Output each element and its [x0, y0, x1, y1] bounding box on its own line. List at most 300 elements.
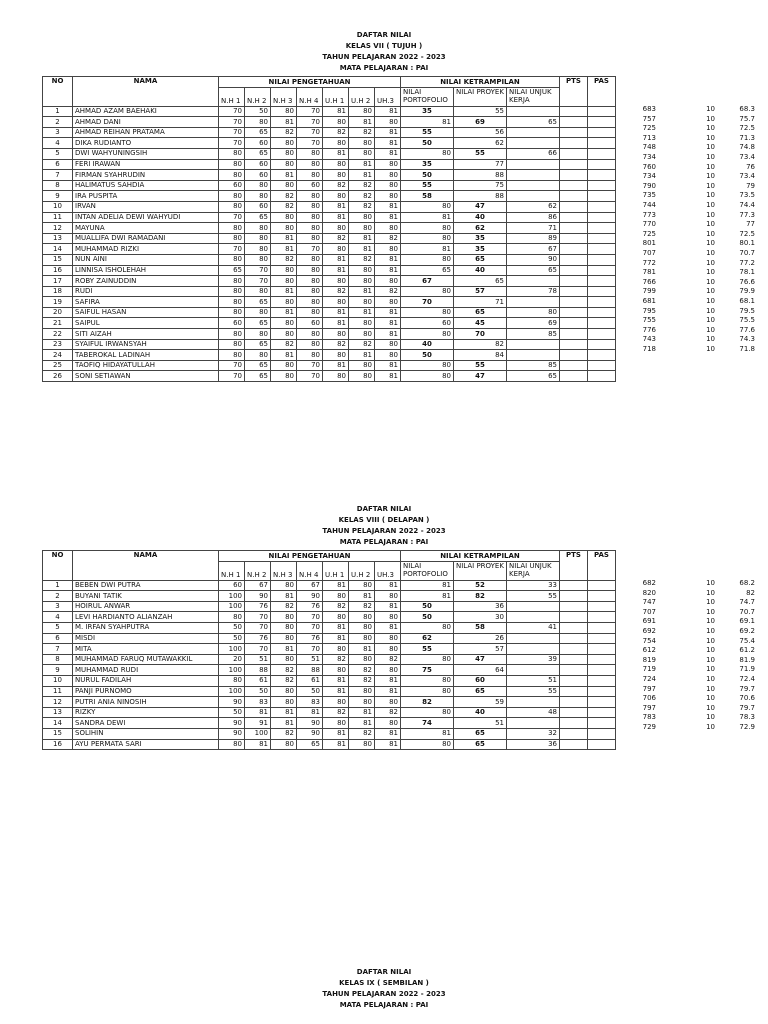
cell-empty [507, 350, 560, 361]
table-row [43, 201, 616, 212]
cell: 70 [245, 276, 271, 287]
cell-pas: 65 [507, 117, 560, 128]
cell: 80 [323, 350, 349, 361]
cell: 80 [219, 612, 245, 623]
cell: 80 [323, 138, 349, 149]
row-average: 82 [746, 588, 755, 597]
cell-no: 7 [43, 170, 73, 181]
row-total: 754 [642, 636, 656, 645]
col-no-header: NO [43, 77, 73, 107]
cell: 80 [271, 739, 297, 750]
row-divisor: 10 [706, 335, 715, 344]
row-divisor: 10 [706, 133, 715, 142]
cell-pas: 86 [507, 212, 560, 223]
title-line: TAHUN PELAJARAN 2022 - 2023 [322, 527, 446, 535]
cell-empty [560, 612, 588, 623]
header-row [43, 77, 616, 88]
cell-empty [560, 318, 588, 329]
table-row [43, 223, 616, 234]
cell: 80 [401, 739, 454, 750]
cell: 80 [219, 233, 245, 244]
col-nh1-header: N.H 1 [219, 87, 245, 106]
cell: 100 [245, 728, 271, 739]
cell-pas: 89 [507, 233, 560, 244]
cell-name: DIKA RUDIANTO [73, 138, 219, 149]
cell-empty [507, 718, 560, 729]
cell-no: 3 [43, 127, 73, 138]
table-row [43, 665, 616, 676]
cell-no: 3 [43, 601, 73, 612]
cell: 90 [297, 591, 323, 602]
cell: 80 [297, 233, 323, 244]
cell-name: AYU PERMATA SARI [73, 739, 219, 750]
row-divisor: 10 [706, 268, 715, 277]
cell: 80 [297, 212, 323, 223]
table-row [43, 318, 616, 329]
cell-pas: 55 [507, 591, 560, 602]
cell-pas: 84 [454, 350, 507, 361]
row-total: 734 [642, 172, 656, 181]
table-row [43, 117, 616, 128]
cell: 80 [323, 159, 349, 170]
cell: 80 [219, 159, 245, 170]
cell-name: NUN AINI [73, 254, 219, 265]
row-total: 744 [642, 201, 656, 209]
cell-empty [588, 686, 616, 697]
cell: 82 [375, 286, 401, 297]
cell: 70 [219, 244, 245, 255]
cell-empty [507, 138, 560, 149]
cell-empty [560, 728, 588, 739]
cell-pts: 70 [401, 297, 454, 308]
table-row [43, 612, 616, 623]
row-total: 819 [642, 655, 656, 664]
cell: 80 [271, 686, 297, 697]
cell: 65 [245, 339, 271, 350]
cell: 81 [349, 644, 375, 655]
cell-name: SAFIRA [73, 297, 219, 308]
cell: 80 [297, 148, 323, 159]
cell-empty [588, 329, 616, 340]
row-divisor: 10 [706, 723, 715, 731]
cell: 80 [349, 622, 375, 633]
header-row [43, 551, 616, 562]
row-divisor: 10 [706, 153, 715, 161]
cell-empty [560, 339, 588, 350]
cell: 80 [401, 654, 454, 665]
cell: 65 [245, 318, 271, 329]
cell: 90 [219, 728, 245, 739]
cell: 80 [323, 244, 349, 255]
table-row [43, 297, 616, 308]
cell: 80 [271, 276, 297, 287]
col-uh3-header: UH.3 [375, 87, 401, 106]
cell-pas: 41 [507, 622, 560, 633]
cell: 70 [297, 138, 323, 149]
cell-name: INTAN ADELIA DEWI WAHYUDI [73, 212, 219, 223]
cell-pts: 57 [454, 286, 507, 297]
cell: 82 [323, 286, 349, 297]
cell: 81 [375, 138, 401, 149]
cell-no: 26 [43, 371, 73, 382]
table-row [43, 697, 616, 708]
cell: 60 [245, 201, 271, 212]
cell: 80 [297, 276, 323, 287]
cell-name: TABEROKAL LADINAH [73, 350, 219, 361]
cell-pts: 65 [454, 686, 507, 697]
cell-empty [588, 148, 616, 159]
cell: 70 [297, 244, 323, 255]
table-row [43, 728, 616, 739]
cell: 80 [219, 739, 245, 750]
cell-name: MAYUNA [73, 223, 219, 234]
cell: 81 [349, 307, 375, 318]
cell-empty [507, 633, 560, 644]
cell: 80 [375, 591, 401, 602]
cell-pas: 82 [454, 339, 507, 350]
cell-empty [507, 601, 560, 612]
cell: 82 [349, 254, 375, 265]
cell-empty [588, 360, 616, 371]
row-total: 729 [642, 723, 656, 731]
cell-name: RIZKY [73, 707, 219, 718]
cell-no: 23 [43, 339, 73, 350]
cell-empty [560, 212, 588, 223]
cell: 82 [271, 601, 297, 612]
cell-pas: 85 [507, 360, 560, 371]
row-divisor: 10 [706, 297, 715, 305]
cell-no: 8 [43, 180, 73, 191]
cell-empty [588, 233, 616, 244]
cell-pas: 69 [507, 318, 560, 329]
cell: 50 [219, 633, 245, 644]
cell: 80 [271, 580, 297, 591]
row-divisor: 10 [706, 181, 715, 190]
cell-name: BUYANI TATIK [73, 591, 219, 602]
cell: 82 [323, 127, 349, 138]
cell: 70 [297, 106, 323, 117]
cell: 82 [375, 707, 401, 718]
cell: 80 [297, 191, 323, 202]
cell-pas: 30 [454, 612, 507, 623]
row-average: 72.9 [739, 723, 755, 731]
cell-name: PANJI PURNOMO [73, 686, 219, 697]
cell: 80 [401, 371, 454, 382]
row-total: 797 [642, 703, 656, 712]
cell: 80 [349, 633, 375, 644]
cell: 80 [219, 170, 245, 181]
cell: 81 [375, 686, 401, 697]
cell-name: AHMAD AZAM BAEHAKI [73, 106, 219, 117]
cell-name: LINNISA ISHOLEHAH [73, 265, 219, 276]
row-divisor: 10 [706, 713, 715, 722]
cell-empty [588, 718, 616, 729]
cell: 80 [323, 170, 349, 181]
col-uh1-header: U.H 1 [323, 561, 349, 580]
cell: 80 [271, 371, 297, 382]
cell-name: PUTRI ANIA NINOSIH [73, 697, 219, 708]
row-total: 790 [642, 181, 656, 190]
table-row [43, 233, 616, 244]
col-nh3-header: N.H 3 [271, 87, 297, 106]
cell-empty [560, 117, 588, 128]
cell: 81 [375, 360, 401, 371]
cell-pts: 60 [454, 675, 507, 686]
cell: 81 [271, 707, 297, 718]
row-divisor: 10 [706, 210, 715, 219]
cell-name: FERI IRAWAN [73, 159, 219, 170]
row-average: 68.1 [739, 297, 755, 305]
cell: 80 [349, 297, 375, 308]
cell: 80 [245, 307, 271, 318]
row-divisor: 10 [706, 579, 715, 587]
cell-empty [560, 665, 588, 676]
grades-table [42, 550, 616, 750]
cell: 80 [349, 686, 375, 697]
cell-pas: 56 [454, 127, 507, 138]
row-average: 73.4 [739, 172, 755, 181]
cell-name: NURUL FADILAH [73, 675, 219, 686]
row-divisor: 10 [706, 287, 715, 296]
title-line: MATA PELAJARAN : PAI [339, 64, 429, 72]
cell-empty [588, 728, 616, 739]
cell-no: 17 [43, 276, 73, 287]
col-nh3-header: N.H 3 [271, 561, 297, 580]
cell-empty [507, 612, 560, 623]
cell: 80 [219, 148, 245, 159]
row-divisor: 10 [706, 316, 715, 325]
cell: 80 [349, 138, 375, 149]
cell-pas: 90 [507, 254, 560, 265]
cell: 80 [297, 329, 323, 340]
cell: 82 [323, 339, 349, 350]
cell: 80 [349, 739, 375, 750]
cell-name: IRVAN [73, 201, 219, 212]
cell-pts: 50 [401, 138, 454, 149]
cell: 88 [297, 665, 323, 676]
row-divisor: 10 [706, 229, 715, 238]
cell-no: 20 [43, 307, 73, 318]
cell-no: 14 [43, 244, 73, 255]
cell: 83 [245, 697, 271, 708]
cell-pas: 62 [454, 138, 507, 149]
title-line: DAFTAR NILAI [356, 505, 412, 513]
cell: 80 [375, 180, 401, 191]
cell-empty [560, 360, 588, 371]
col-pas-header: PAS [588, 551, 616, 581]
ketrampilan-header: NILAI KETRAMPILAN [401, 551, 560, 562]
cell: 80 [245, 350, 271, 361]
cell: 60 [245, 138, 271, 149]
cell: 81 [271, 591, 297, 602]
cell: 80 [297, 350, 323, 361]
cell-name: SONI SETIAWAN [73, 371, 219, 382]
cell: 80 [349, 612, 375, 623]
title-line: KELAS IX ( SEMBILAN ) [339, 979, 429, 987]
row-total: 706 [642, 694, 656, 703]
section-title [0, 967, 768, 1011]
cell: 81 [375, 371, 401, 382]
cell: 80 [375, 665, 401, 676]
cell-pas: 88 [454, 170, 507, 181]
row-divisor: 10 [706, 172, 715, 181]
row-total: 725 [642, 124, 656, 133]
cell-empty [560, 697, 588, 708]
row-total: 707 [642, 249, 656, 257]
row-total: 755 [642, 316, 656, 325]
row-divisor: 10 [706, 220, 715, 229]
table-row [43, 718, 616, 729]
cell-empty [588, 307, 616, 318]
title-line: KELAS VII ( TUJUH ) [345, 42, 423, 50]
section-title [0, 30, 768, 74]
cell: 91 [245, 718, 271, 729]
cell-no: 6 [43, 159, 73, 170]
cell: 82 [323, 601, 349, 612]
cell-empty [588, 276, 616, 287]
cell-empty [560, 233, 588, 244]
cell: 81 [271, 286, 297, 297]
cell-empty [588, 654, 616, 665]
cell: 80 [219, 329, 245, 340]
cell-pas: 80 [507, 307, 560, 318]
row-average: 80.1 [739, 239, 755, 248]
cell-name: SAIPUL [73, 318, 219, 329]
cell-pts: 35 [454, 233, 507, 244]
cell: 80 [349, 318, 375, 329]
cell: 80 [401, 360, 454, 371]
row-average: 71.9 [739, 665, 755, 674]
cell-pas: 65 [507, 265, 560, 276]
cell: 80 [323, 697, 349, 708]
cell: 81 [271, 307, 297, 318]
cell-empty [588, 106, 616, 117]
cell-pas: 36 [507, 739, 560, 750]
cell-empty [588, 601, 616, 612]
cell-empty [560, 591, 588, 602]
table-row [43, 580, 616, 591]
cell-no: 11 [43, 686, 73, 697]
row-divisor: 10 [706, 703, 715, 712]
cell-pts: 35 [401, 159, 454, 170]
cell-empty [588, 212, 616, 223]
cell: 81 [401, 212, 454, 223]
cell-name: DWI WAHYUNINGSIH [73, 148, 219, 159]
cell: 82 [271, 665, 297, 676]
cell-no: 22 [43, 329, 73, 340]
col-pts-header: PTS [560, 551, 588, 581]
row-total: 747 [642, 598, 656, 607]
cell-no: 12 [43, 223, 73, 234]
cell: 82 [323, 180, 349, 191]
table-row [43, 633, 616, 644]
cell-no: 19 [43, 297, 73, 308]
cell-name: SANDRA DEWI [73, 718, 219, 729]
cell: 80 [349, 697, 375, 708]
cell: 82 [349, 191, 375, 202]
cell: 81 [401, 244, 454, 255]
cell: 60 [245, 170, 271, 181]
cell: 65 [297, 739, 323, 750]
cell: 81 [271, 350, 297, 361]
cell: 81 [271, 718, 297, 729]
title-line: DAFTAR NILAI [356, 968, 412, 976]
table-row [43, 286, 616, 297]
cell: 80 [297, 170, 323, 181]
cell-no: 14 [43, 718, 73, 729]
cell: 81 [375, 201, 401, 212]
row-average: 76 [746, 162, 755, 171]
cell: 80 [271, 612, 297, 623]
cell-empty [560, 686, 588, 697]
cell-empty [588, 318, 616, 329]
row-average: 75.7 [739, 114, 755, 123]
cell-name: SOLIHIN [73, 728, 219, 739]
cell-pts: 47 [454, 201, 507, 212]
cell: 81 [375, 307, 401, 318]
cell-no: 15 [43, 254, 73, 265]
cell-pts: 50 [401, 350, 454, 361]
cell: 81 [297, 707, 323, 718]
table-row [43, 371, 616, 382]
cell-name: MUHAMMAD FARUQ MUTAWAKKIL [73, 654, 219, 665]
cell: 80 [245, 180, 271, 191]
cell-name: FIRMAN SYAHRUDIN [73, 170, 219, 181]
row-divisor: 10 [706, 665, 715, 674]
cell: 70 [219, 138, 245, 149]
cell: 80 [323, 297, 349, 308]
cell-pts: 50 [401, 612, 454, 623]
table-row [43, 686, 616, 697]
col-nh1-header: N.H 1 [219, 561, 245, 580]
cell-empty [560, 580, 588, 591]
cell-empty [560, 244, 588, 255]
row-average: 73.4 [739, 153, 755, 161]
cell-pas: 71 [454, 297, 507, 308]
cell: 80 [375, 350, 401, 361]
table-row [43, 622, 616, 633]
cell: 51 [297, 654, 323, 665]
cell-no: 12 [43, 697, 73, 708]
cell: 90 [245, 591, 271, 602]
cell: 80 [245, 117, 271, 128]
cell: 81 [323, 307, 349, 318]
cell: 100 [219, 665, 245, 676]
cell: 80 [271, 633, 297, 644]
cell: 81 [323, 106, 349, 117]
cell: 81 [375, 728, 401, 739]
cell-empty [588, 675, 616, 686]
cell: 80 [375, 612, 401, 623]
row-total: 772 [642, 258, 656, 267]
cell: 82 [271, 339, 297, 350]
cell: 82 [271, 675, 297, 686]
cell-pas: 85 [507, 329, 560, 340]
cell-pas: 71 [507, 223, 560, 234]
cell: 81 [375, 601, 401, 612]
cell: 82 [349, 601, 375, 612]
cell-empty [560, 622, 588, 633]
cell-pts: 65 [454, 728, 507, 739]
row-divisor: 10 [706, 114, 715, 123]
table-row [43, 159, 616, 170]
cell: 90 [297, 718, 323, 729]
cell: 80 [297, 307, 323, 318]
cell-empty [588, 339, 616, 350]
cell: 80 [349, 212, 375, 223]
cell-pts: 65 [454, 307, 507, 318]
cell-pts: 47 [454, 654, 507, 665]
